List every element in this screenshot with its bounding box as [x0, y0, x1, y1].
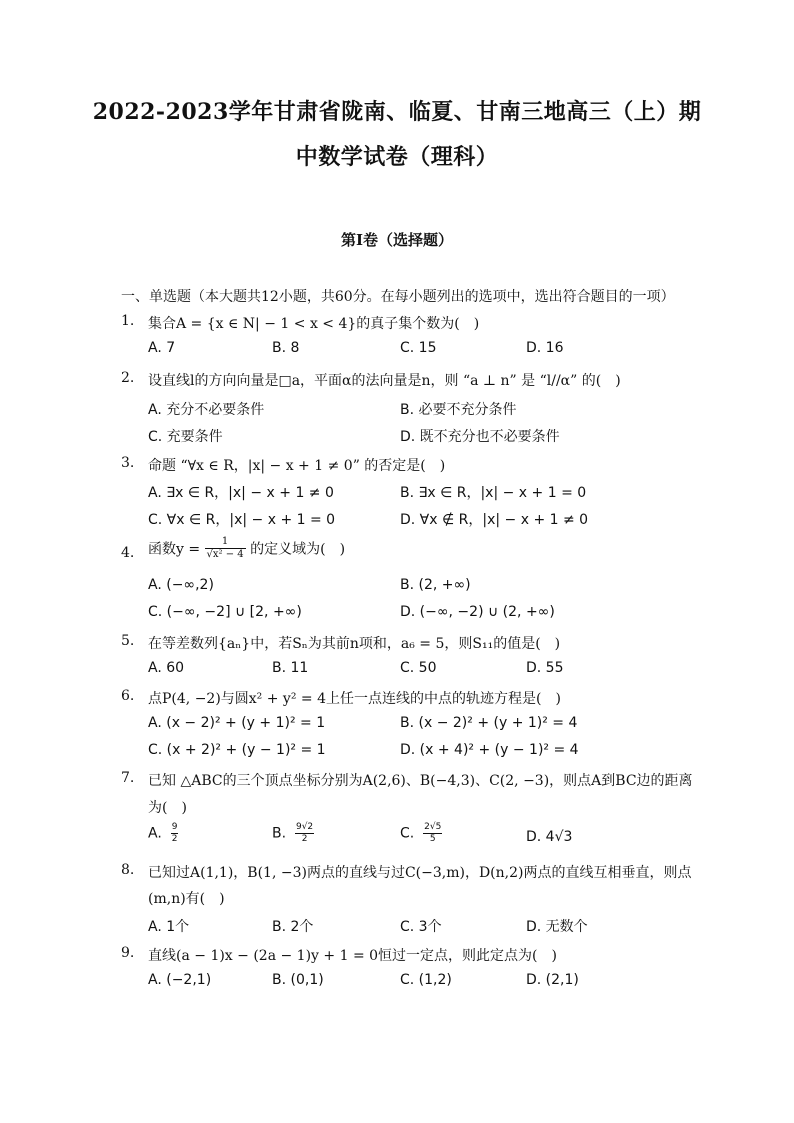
q1-option-b: B. 8 — [272, 340, 300, 356]
q7b-num: 9√2 — [295, 822, 314, 832]
page-title-line2: 中数学试卷（理科） — [295, 144, 499, 170]
q3-option-d: D. ∀x ∉ R，|x| − x + 1 ≠ 0 — [400, 512, 589, 528]
q7-option-b: B. $\frac{9√2}{2}$ — [272, 822, 314, 844]
question-number: 9. — [121, 945, 135, 961]
q7b-den: 2 — [301, 834, 308, 844]
q4-option-d: D. (−∞, −2) ∪ (2, +∞) — [400, 604, 555, 620]
question-number: 2. — [121, 370, 135, 386]
question-1-text: 集合A = {x ∈ N| − 1 < x < 4}的真子集个数为( ) — [148, 316, 480, 332]
question-2-text: 设直线l的方向向量是□a，平面α的法向量是n，则 “a ⊥ n” 是 “l//α” 的( ) — [148, 373, 621, 389]
q3-option-c: C. ∀x ∈ R，|x| − x + 1 = 0 — [148, 512, 336, 528]
question-3 — [121, 455, 148, 471]
q9-option-c: C. (1,2) — [400, 972, 452, 988]
question-3-text: 命题 “∀x ∈ R，|x| − x + 1 ≠ 0” 的否定是( ) — [148, 458, 446, 474]
question-4-text — [148, 536, 345, 561]
question-4 — [121, 545, 148, 561]
q4-frac-den: √x² − 4 — [206, 549, 244, 560]
question-8-text: 已知过A(1,1)，B(1, −3)两点的直线与过C(−3,m)，D(n,2)两点的直线互相垂直，则点 — [148, 865, 692, 881]
q1-option-a: A. 7 — [148, 340, 176, 356]
q9-option-b: B. (0,1) — [272, 972, 324, 988]
question-2 — [121, 370, 148, 386]
q2-option-a: A. 充分不必要条件 — [148, 402, 265, 418]
question-8 — [121, 862, 148, 878]
q7a-den: 2 — [171, 834, 178, 844]
q4-frac-num: 1 — [205, 536, 246, 549]
q8-option-b: B. 2个 — [272, 919, 314, 935]
question-8-text-cont: (m,n)有( ) — [148, 891, 225, 907]
question-number: 4. — [121, 545, 135, 561]
question-5-text: 在等差数列{aₙ}中，若Sₙ为其前n项和，a₆ = 5，则S₁₁的值是( ) — [148, 636, 561, 652]
question-7-text: 已知 △ABC的三个顶点坐标分别为A(2,6)、B(−4,3)、C(2, −3)，则点A到BC边的距离 — [148, 773, 693, 789]
section-heading: 第I卷（选择题） — [340, 231, 454, 249]
q2-option-b: B. 必要不充分条件 — [400, 402, 517, 418]
q8-option-d: D. 无数个 — [526, 919, 588, 935]
q8-option-c: C. 3个 — [400, 919, 442, 935]
q1-option-d: D. 16 — [526, 340, 564, 356]
q5-option-a: A. 60 — [148, 660, 185, 676]
q9-option-a: A. (−2,1) — [148, 972, 212, 988]
question-number: 5. — [121, 633, 135, 649]
question-number: 6. — [121, 688, 135, 704]
question-number: 3. — [121, 455, 135, 471]
q4-option-a: A. (−∞,2) — [148, 577, 214, 593]
q1-option-c: C. 15 — [400, 340, 437, 356]
q9-option-d: D. (2,1) — [526, 972, 579, 988]
q8-option-a: A. 1个 — [148, 919, 190, 935]
q6-option-a: A. (x − 2)² + (y + 1)² = 1 — [148, 715, 326, 731]
q4-fraction — [205, 536, 246, 561]
part-heading: 一、单选题（本大题共12小题，共60分。在每小题列出的选项中，选出符合题目的一项） — [121, 289, 675, 305]
question-6 — [121, 688, 148, 704]
q7a-num: 9 — [171, 822, 178, 832]
q6-option-c: C. (x + 2)² + (y − 1)² = 1 — [148, 742, 326, 758]
q6-option-d: D. (x + 4)² + (y − 1)² = 4 — [400, 742, 579, 758]
q2-option-c: C. 充要条件 — [148, 429, 223, 445]
question-1 — [121, 313, 148, 329]
q4-option-c: C. (−∞, −2] ∪ [2, +∞) — [148, 604, 302, 620]
page-title-line1: 2022-2023学年甘肃省陇南、临夏、甘南三地高三（上）期 — [92, 99, 702, 125]
question-9 — [121, 945, 148, 961]
q6-option-b: B. (x − 2)² + (y + 1)² = 4 — [400, 715, 578, 731]
q7-option-a: A. $\frac{9}{2}$ — [148, 822, 178, 844]
q4-option-b: B. (2, +∞) — [400, 577, 471, 593]
q3-option-a: A. ∃x ∈ R，|x| − x + 1 ≠ 0 — [148, 485, 334, 501]
q4-text-pre: 函数y = — [148, 541, 205, 558]
question-number: 1. — [121, 313, 135, 329]
q7-option-c: C. $\frac{2√5}{5}$ — [400, 822, 442, 844]
question-number: 8. — [121, 862, 135, 878]
question-7 — [121, 770, 148, 786]
q7-option-d: D. 4√3 — [526, 829, 573, 845]
question-6-text: 点P(4, −2)与圆x² + y² = 4上任一点连线的中点的轨迹方程是( ) — [148, 691, 561, 707]
question-7-text-cont: 为( ) — [148, 800, 187, 816]
q5-option-d: D. 55 — [526, 660, 564, 676]
q5-option-b: B. 11 — [272, 660, 309, 676]
question-number: 7. — [121, 770, 135, 786]
question-9-text: 直线(a − 1)x − (2a − 1)y + 1 = 0恒过一定点，则此定点为( ) — [148, 948, 557, 964]
q5-option-c: C. 50 — [400, 660, 437, 676]
q2-option-d: D. 既不充分也不必要条件 — [400, 429, 560, 445]
question-5 — [121, 633, 148, 649]
q7c-den: 5 — [429, 834, 436, 844]
q7c-num: 2√5 — [424, 822, 442, 832]
q4-text-post: 的定义域为( ) — [250, 541, 346, 558]
q3-option-b: B. ∃x ∈ R，|x| − x + 1 = 0 — [400, 485, 587, 501]
